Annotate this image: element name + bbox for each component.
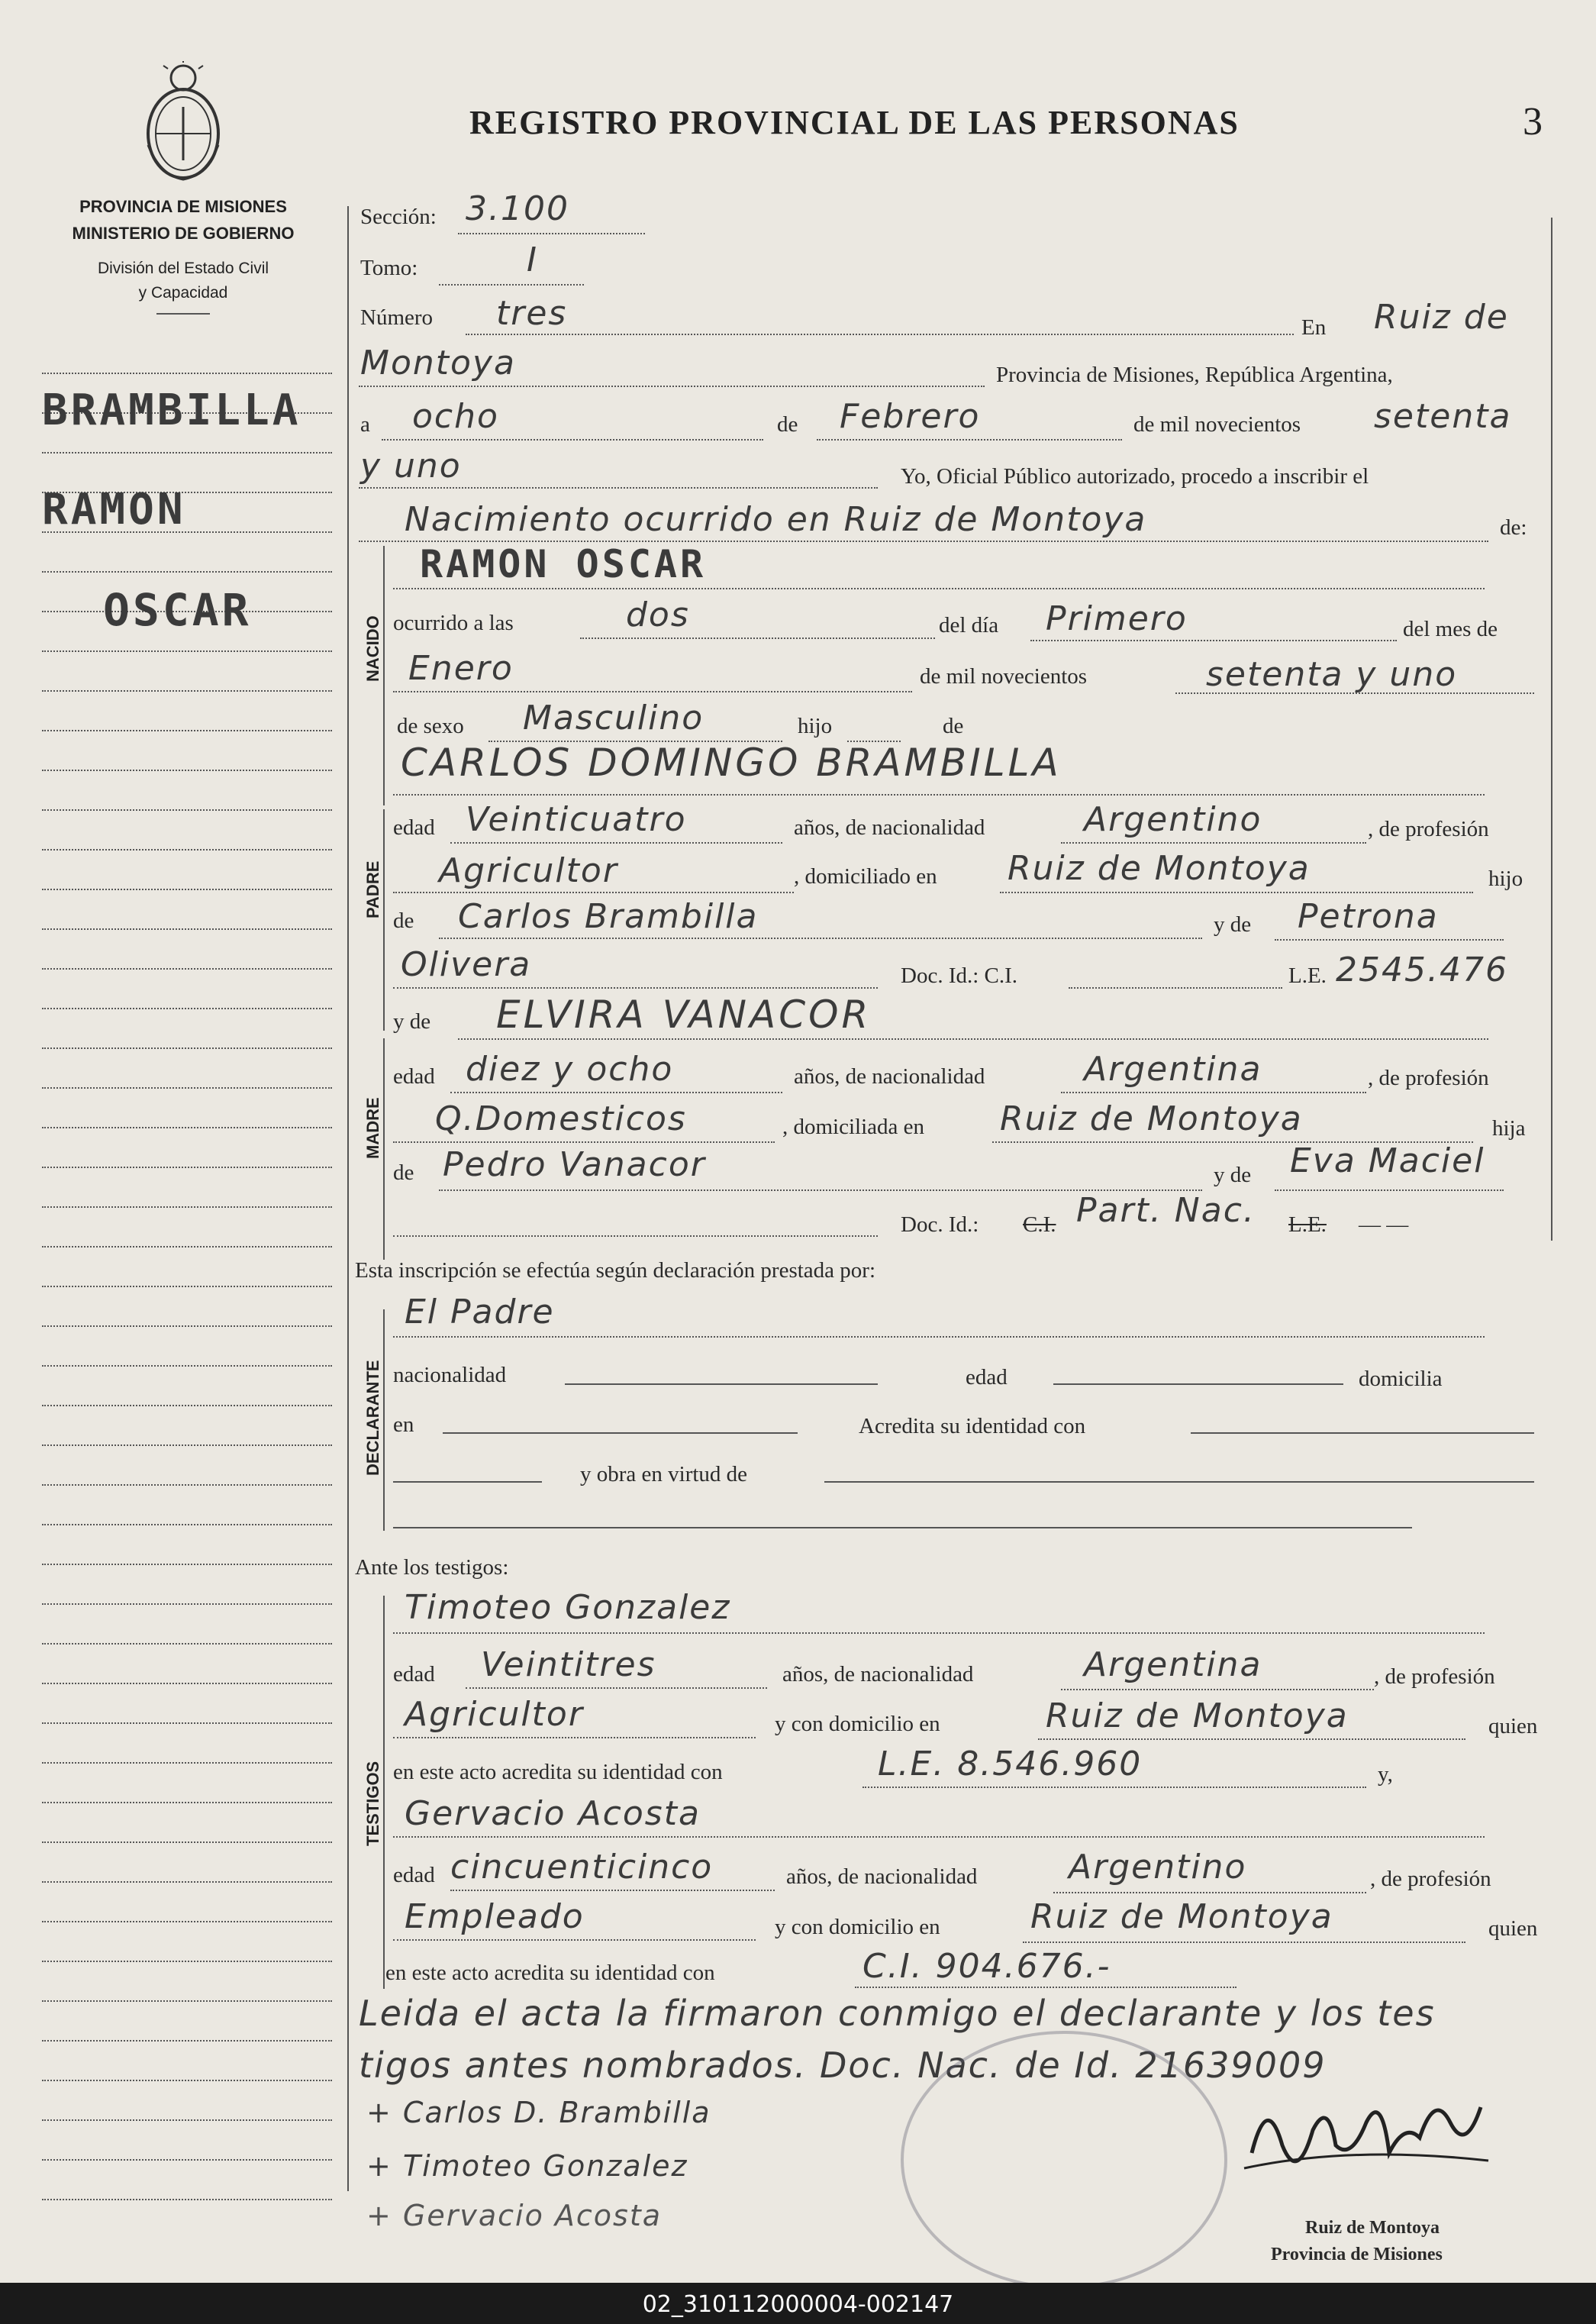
padre-dom-label: , domiciliado en: [794, 864, 937, 889]
margin-second-name: OSCAR: [103, 584, 252, 636]
declarante-value: El Padre: [405, 1293, 555, 1331]
padre-nac-value: Argentino: [1084, 800, 1262, 839]
signature-3: + Gervacio Acosta: [366, 2199, 663, 2232]
day-value: ocho: [412, 397, 499, 436]
madre-dom-value: Ruiz de Montoya: [1000, 1099, 1303, 1138]
madre-nac-value: Argentina: [1084, 1050, 1262, 1089]
numero-label: Número: [360, 305, 434, 330]
tomo-label: Tomo:: [360, 256, 418, 280]
madre-ci-label: C.I.: [1023, 1212, 1056, 1237]
oficial-text: Yo, Oficial Público autorizado, procedo a inscribir el: [901, 464, 1369, 489]
ministry-name: MINISTERIO DE GOBIERNO: [72, 224, 295, 243]
declarante-edad-label: edad: [966, 1365, 1008, 1390]
testigo1-nac-label: años, de nacionalidad: [782, 1662, 974, 1687]
madre-name: ELVIRA VANACOR: [496, 993, 872, 1037]
padre-de-label: de: [393, 909, 414, 933]
testigo1-edad-label: edad: [393, 1662, 435, 1687]
testigo2-quien: quien: [1488, 1916, 1538, 1941]
hijo-de-label: de: [943, 714, 964, 738]
de-label: de: [777, 412, 798, 437]
padre-name: CARLOS DOMINGO BRAMBILLA: [401, 741, 1062, 785]
page-number: 3: [1523, 100, 1544, 144]
madre-doc-value: Part. Nac.: [1076, 1191, 1256, 1230]
testigo2-edad-label: edad: [393, 1863, 435, 1887]
testigo2-name: Gervacio Acosta: [405, 1794, 701, 1833]
padre-nac-label: años, de nacionalidad: [794, 815, 985, 840]
place-continuation: Montoya: [360, 344, 516, 382]
padre-prof-value: Agricultor: [439, 851, 618, 890]
en-label: En: [1301, 315, 1327, 340]
margin-surname: BRAMBILLA: [42, 386, 301, 435]
nacido-name: RAMON OSCAR: [420, 542, 707, 586]
declarante-nac-label: nacionalidad: [393, 1363, 507, 1387]
madre-doc-label: Doc. Id.:: [901, 1212, 979, 1237]
coat-of-arms-icon: [137, 61, 229, 183]
frame-right-line: [1551, 218, 1552, 1241]
closing-line-1: Leida el acta la firmaron conmigo el declarante y los tes: [359, 1993, 1436, 2034]
margin-first-name: RAMON: [42, 485, 186, 534]
officer-signature-icon: [1236, 2077, 1496, 2184]
testigo1-quien: quien: [1488, 1714, 1538, 1738]
signature-2: + Timoteo Gonzalez: [366, 2149, 688, 2183]
testigo2-dom-label: y con domicilio en: [775, 1915, 940, 1939]
declarante-en-label: en: [393, 1412, 414, 1437]
testigo1-nac-value: Argentina: [1084, 1645, 1262, 1684]
seccion-label: Sección:: [360, 205, 437, 229]
dia-value: Primero: [1046, 599, 1188, 638]
madre-nac-label: años, de nacionalidad: [794, 1064, 985, 1089]
testigo1-prof-value: Agricultor: [405, 1695, 584, 1734]
testigo2-prof-value: Empleado: [405, 1897, 585, 1936]
sexo-label: de sexo: [397, 714, 464, 738]
testigo1-acredita-value: L.E. 8.546.960: [878, 1745, 1143, 1783]
testigo2-acredita-value: C.I. 904.676.-: [862, 1947, 1111, 1986]
declarante-acredita-label: Acredita su identidad con: [859, 1414, 1086, 1438]
year-label: de mil novecientos: [1133, 412, 1301, 437]
numero-value: tres: [496, 294, 568, 333]
declarante-virtud-label: y obra en virtud de: [580, 1462, 748, 1486]
testigo2-prof-label: , de profesión: [1370, 1867, 1491, 1891]
tomo-value: I: [527, 240, 538, 279]
testigo2-nac-value: Argentino: [1069, 1848, 1247, 1887]
seccion-value: 3.100: [466, 189, 569, 228]
madre-section-label: MADRE: [363, 1097, 382, 1159]
testigo1-dom-label: y con domicilio en: [775, 1712, 940, 1736]
padre-doc-label: Doc. Id.: C.I.: [901, 963, 1018, 988]
province-name: PROVINCIA DE MISIONES: [79, 197, 287, 216]
madre-de-label: de: [393, 1160, 414, 1185]
declarante-section-label: DECLARANTE: [363, 1360, 382, 1476]
testigo1-edad-value: Veintitres: [481, 1645, 656, 1684]
madre-edad-label: edad: [393, 1064, 435, 1089]
month-value: Febrero: [840, 397, 981, 436]
sexo-value: Masculino: [523, 699, 704, 738]
testigo2-acredita-label: en este acto acredita su identidad con: [385, 1961, 715, 1985]
del-mes-label: del mes de: [1403, 617, 1498, 641]
testigo1-dom-value: Ruiz de Montoya: [1046, 1696, 1349, 1735]
madre-prof-value: Q.Domesticos: [435, 1099, 687, 1138]
madre-hija-label: hija: [1492, 1116, 1526, 1141]
year-value: setenta: [1374, 397, 1512, 436]
padre-y-de-label: y de: [1214, 912, 1252, 937]
event-value: Nacimiento ocurrido en Ruiz de Montoya: [405, 500, 1147, 539]
frame-left-line: [347, 206, 349, 2191]
closing-line-2: tigos antes nombrados. Doc. Nac. de Id. 21639009: [359, 2045, 1327, 2086]
madre-edad-value: diez y ocho: [466, 1050, 674, 1089]
padre-dom-value: Ruiz de Montoya: [1008, 849, 1311, 888]
ocurrido-label: ocurrido a las: [393, 611, 514, 635]
padre-le-label: L.E.: [1288, 963, 1327, 988]
stamp-line-2: Provincia de Misiones: [1271, 2245, 1443, 2264]
testigo2-edad-value: cincuenticinco: [450, 1848, 714, 1887]
padre-hijo-label: hijo: [1488, 867, 1523, 891]
anio-value: setenta y uno: [1206, 655, 1458, 694]
signature-1: + Carlos D. Brambilla: [366, 2096, 711, 2129]
document-title: REGISTRO PROVINCIAL DE LAS PERSONAS: [469, 104, 1240, 141]
padre-mother-cont: Olivera: [401, 945, 532, 984]
testigo1-y: y,: [1378, 1762, 1393, 1787]
madre-le-value: — —: [1359, 1212, 1409, 1237]
padre-edad-value: Veinticuatro: [466, 800, 687, 839]
testigos-section-label: TESTIGOS: [363, 1761, 382, 1846]
declarante-dom-label: domicilia: [1359, 1367, 1443, 1391]
madre-mother-value: Eva Maciel: [1290, 1141, 1485, 1180]
del-dia-label: del día: [939, 613, 999, 637]
testigos-intro: Ante los testigos:: [355, 1555, 509, 1580]
image-caption: 02_310112000004-002147: [642, 2291, 954, 2318]
hijo-label: hijo: [798, 714, 833, 738]
division-line-2: y Capacidad: [138, 284, 228, 302]
testigo1-prof-label: , de profesión: [1374, 1664, 1495, 1689]
de-colon: de:: [1500, 515, 1527, 540]
padre-mother-value: Petrona: [1298, 897, 1439, 936]
year-continuation: y uno: [360, 447, 462, 486]
declarante-intro: Esta inscripción se efectúa según declaración prestada por:: [355, 1258, 876, 1283]
a-label: a: [360, 412, 370, 437]
en-value: Ruiz de: [1374, 298, 1509, 337]
division-line-1: División del Estado Civil: [97, 260, 269, 277]
provincia-text: Provincia de Misiones, República Argentina,: [996, 363, 1393, 387]
madre-y-de2-label: y de: [1214, 1163, 1252, 1187]
padre-edad-label: edad: [393, 815, 435, 840]
stamp-line-1: Ruiz de Montoya: [1305, 2218, 1440, 2238]
padre-section-label: PADRE: [363, 860, 382, 918]
testigo2-nac-label: años, de nacionalidad: [786, 1864, 978, 1889]
padre-prof-label: , de profesión: [1368, 817, 1489, 841]
testigo1-name: Timoteo Gonzalez: [405, 1588, 731, 1627]
madre-le-label: L.E.: [1288, 1212, 1327, 1237]
mil-label: de mil novecientos: [920, 664, 1088, 689]
padre-le-value: 2545.476: [1336, 951, 1508, 989]
official-stamp: [901, 2031, 1227, 2283]
padre-father-value: Carlos Brambilla: [458, 897, 759, 936]
madre-dom-label: , domiciliada en: [782, 1115, 925, 1139]
mes-value: Enero: [408, 649, 514, 688]
madre-father-value: Pedro Vanacor: [443, 1145, 706, 1184]
nacido-section-label: NACIDO: [363, 615, 382, 682]
madre-y-de-label: y de: [393, 1009, 431, 1034]
hour-value: dos: [626, 596, 690, 634]
testigo1-acredita-label: en este acto acredita su identidad con: [393, 1760, 723, 1784]
testigo2-dom-value: Ruiz de Montoya: [1030, 1897, 1333, 1936]
madre-prof-label: , de profesión: [1368, 1066, 1489, 1090]
